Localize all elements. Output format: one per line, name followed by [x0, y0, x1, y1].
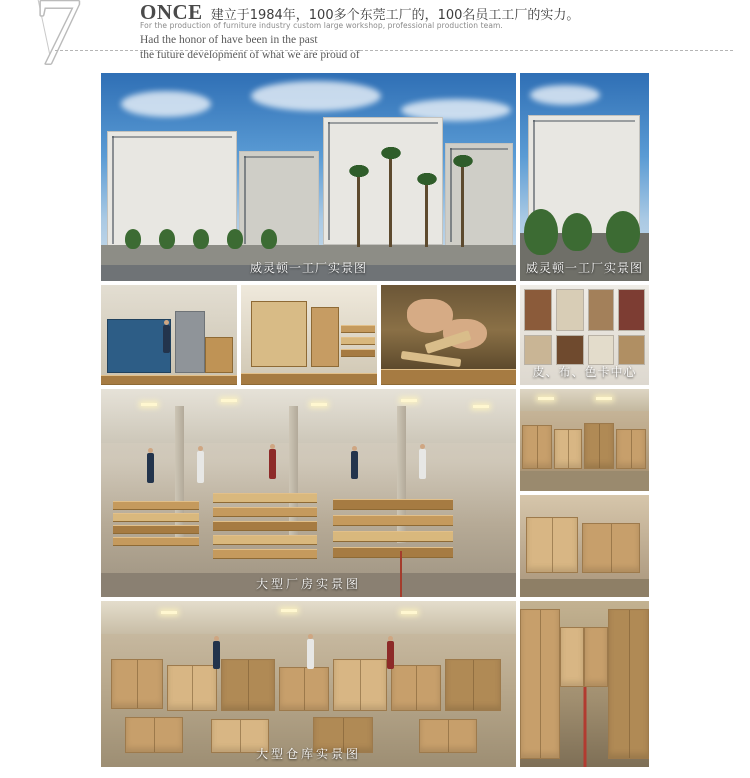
- photo-caption: 皮、布、色卡中心: [532, 365, 637, 379]
- photo-factory-exterior-wide: [101, 73, 516, 281]
- photo-caption: 威灵顿一工厂实景图: [249, 261, 367, 275]
- photo-packing-area: [101, 601, 516, 767]
- header-english-subtitle: For the production of furniture industry custom large workshop, professional production team.: [140, 21, 503, 30]
- header-chinese-title: 建立于1984年，100多个东莞工厂的，100名员工工厂的实力。: [210, 8, 580, 23]
- section-number: 7: [34, 0, 78, 85]
- header-once-label: ONCE: [140, 0, 203, 24]
- photo-caption: 大型仓库实景图: [255, 747, 361, 761]
- photo-machine-shop: [101, 285, 237, 385]
- cloud: [530, 85, 600, 105]
- photo-material-sample-wall: [520, 285, 649, 385]
- photo-warehouse-aisle: [520, 601, 649, 767]
- photo-cabinet-assembly: [241, 285, 377, 385]
- photo-caption: 威灵顿一工厂实景图: [525, 261, 643, 275]
- photo-hand-carving: [381, 285, 516, 385]
- gallery-row-4: [101, 601, 649, 767]
- photo-workshop-floor: [101, 389, 516, 597]
- photo-gallery: [101, 73, 649, 771]
- photo-factory-exterior-side: [520, 73, 649, 281]
- section-header: [0, 0, 750, 85]
- gallery-row-3: [101, 389, 649, 597]
- header-line-three: the future development of what we are proud of: [140, 49, 360, 61]
- gallery-column-right: [520, 389, 649, 597]
- photo-caption: 大型厂房实景图: [255, 577, 361, 591]
- gallery-row-2: [101, 285, 649, 385]
- cloud: [121, 91, 211, 117]
- header-line-two: Had the honor of have been in the past: [140, 34, 318, 46]
- header-divider: [55, 50, 733, 51]
- photo-carton-storage-rows: [520, 389, 649, 491]
- photo-crated-goods: [520, 495, 649, 597]
- header-text-block: [140, 0, 740, 63]
- gallery-row-1: [101, 73, 649, 281]
- cloud: [251, 81, 381, 111]
